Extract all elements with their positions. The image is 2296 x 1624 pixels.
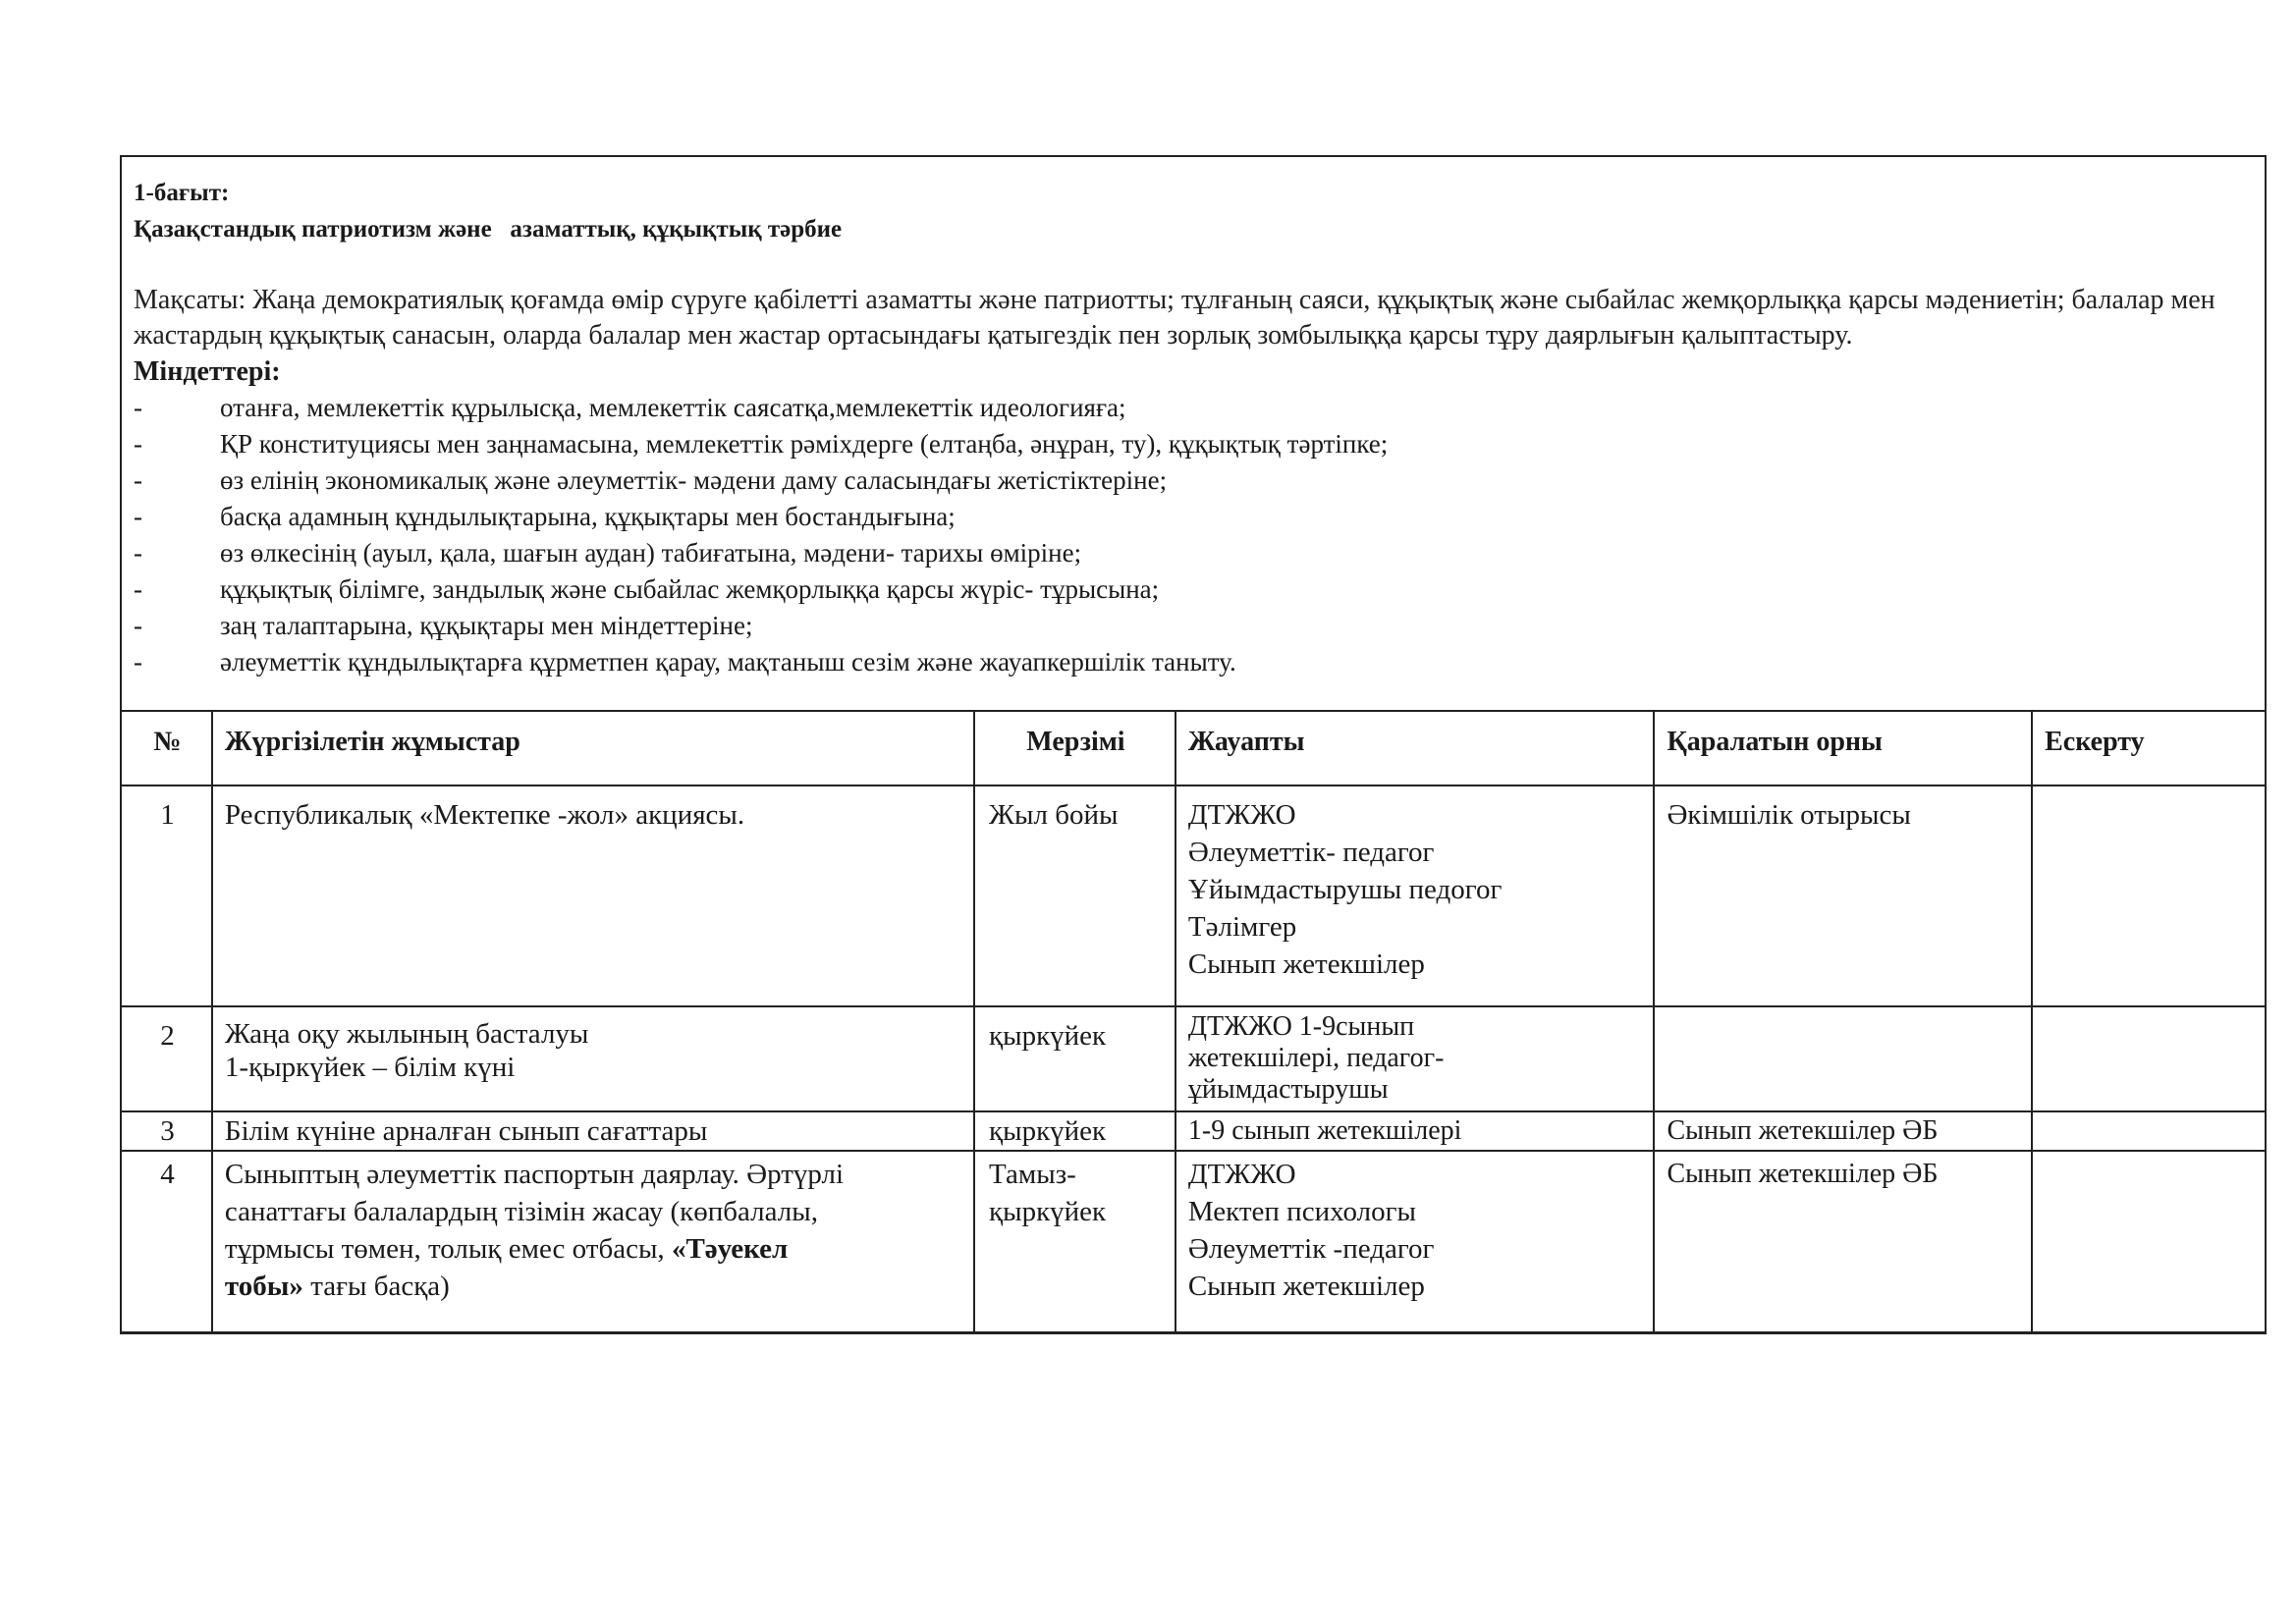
task-text: құқықтық білімге, зандылық және сыбайлас жемқорлыққа қарсы жүріс- тұрысына; — [220, 574, 1160, 604]
row-note — [2032, 785, 2266, 1006]
table-row — [121, 1111, 2266, 1151]
row-deadline — [974, 785, 1175, 1006]
row-deadline — [974, 1151, 1175, 1333]
row-number: 4 — [121, 1151, 212, 1333]
responsible-line: Сынып жетекшілер — [1187, 948, 1425, 980]
responsible-line: Тәлімгер — [1187, 911, 1297, 943]
responsible-line: жетекшілері, педагог- — [1187, 1043, 1445, 1073]
header-note: Ескерту — [2032, 711, 2266, 785]
work-text: тағы басқа) — [302, 1271, 450, 1302]
responsible-line: ДТЖЖО — [1187, 1159, 1296, 1190]
row-deadline — [974, 1006, 1175, 1111]
responsible-line: Әлеуметтік- педагог — [1187, 837, 1435, 868]
dash-bullet: - — [134, 611, 142, 640]
plan-table — [120, 710, 2267, 1334]
row-note — [2032, 1111, 2266, 1151]
row-number: 3 — [121, 1111, 212, 1151]
tasks-list — [134, 390, 2251, 680]
deadline-line: қыркүйек — [989, 1115, 1107, 1147]
work-text-bold: тобы» — [224, 1271, 303, 1302]
dash-bullet: - — [134, 393, 142, 422]
responsible-line: Сынып жетекшілер — [1187, 1271, 1425, 1302]
responsible-line: Ұйымдастырушы педогог — [1187, 874, 1503, 905]
task-item — [134, 499, 2251, 535]
row-note — [2032, 1006, 2266, 1111]
row-number: 2 — [121, 1006, 212, 1111]
row-responsible — [1175, 1111, 1655, 1151]
task-item — [134, 535, 2251, 571]
deadline-line: Тамыз- — [989, 1159, 1076, 1190]
header-number: № — [121, 711, 212, 785]
row-deadline — [974, 1111, 1175, 1151]
header-work: Жүргізілетін жұмыстар — [212, 711, 974, 785]
direction-section — [134, 175, 2251, 680]
task-text: әлеуметтік құндылықтарға құрметпен қарау, мақтаныш сезім және жауапкершілік таныту. — [220, 647, 1236, 677]
table-row — [121, 1151, 2266, 1333]
work-text-bold: «Тәуекел — [671, 1233, 789, 1265]
tasks-title: Міндеттері: — [134, 356, 281, 387]
row-work — [212, 1111, 974, 1151]
responsible-line: ДТЖЖО — [1187, 799, 1296, 831]
dash-bullet: - — [134, 647, 142, 677]
row-work — [212, 1151, 974, 1333]
task-item — [134, 390, 2251, 426]
task-text: өз өлкесінің (ауыл, қала, шағын аудан) табиғатына, мәдени- тарихы өміріне; — [220, 538, 1082, 568]
task-item — [134, 571, 2251, 608]
deadline-line: қыркүйек — [989, 1020, 1107, 1052]
row-note — [2032, 1151, 2266, 1333]
dash-bullet: - — [134, 465, 142, 495]
dash-bullet: - — [134, 502, 142, 531]
row-work — [212, 785, 974, 1006]
work-text: тұрмысы төмен, толық емес отбасы, — [224, 1233, 672, 1265]
dash-bullet: - — [134, 574, 142, 604]
direction-label: 1-бағыт: — [134, 180, 230, 206]
work-line: 1-қыркүйек – білім күні — [224, 1052, 516, 1083]
work-line — [225, 1230, 963, 1268]
task-text: отанға, мемлекеттік құрылысқа, мемлекеттік саясатқа,мемлекеттік идеологияға; — [220, 393, 1126, 422]
work-line: Білім күніне арналған сынып сағаттары — [224, 1115, 708, 1147]
row-place — [1654, 1006, 2032, 1111]
responsible-line: ДТЖЖО 1-9сынып — [1187, 1011, 1415, 1042]
header-place: Қаралатын орны — [1654, 711, 2032, 785]
work-line: Сыныптың әлеуметтік паспортын даярлау. Әртүрлі — [224, 1159, 845, 1190]
task-item — [134, 462, 2251, 499]
task-text: заң талаптарына, құқықтары мен міндеттеріне; — [220, 611, 753, 640]
dash-bullet: - — [134, 538, 142, 568]
direction-title: Қазақстандық патриотизм және азаматтық, құқықтық тәрбие — [134, 216, 843, 243]
table-row — [121, 785, 2266, 1006]
task-item — [134, 426, 2251, 462]
dash-bullet: - — [134, 429, 142, 459]
responsible-line: Мектеп психологы — [1187, 1196, 1416, 1227]
header-deadline: Мерзімі — [974, 711, 1175, 785]
responsible-line: ұйымдастырушы — [1187, 1074, 1389, 1105]
responsible-line: Әлеуметтік -педагог — [1187, 1233, 1435, 1265]
row-place: Сынып жетекшілер ӘБ — [1654, 1111, 2032, 1151]
row-responsible — [1175, 1151, 1655, 1333]
row-responsible — [1175, 1006, 1655, 1111]
work-line — [225, 1268, 963, 1305]
row-work — [212, 1006, 974, 1111]
task-item — [134, 608, 2251, 644]
deadline-line: Жыл бойы — [989, 799, 1119, 831]
task-text: ҚР конституциясы мен заңнамасына, мемлекеттік рәміхдерге (елтаңба, әнұран, ту), құқықтық тәртіпке; — [220, 429, 1389, 459]
document-frame — [120, 155, 2267, 1333]
work-line: санаттағы балалардың тізімін жасау (көпбалалы, — [224, 1196, 818, 1227]
header-responsible: Жауапты — [1175, 711, 1655, 785]
row-place: Сынып жетекшілер ӘБ — [1654, 1151, 2032, 1333]
task-text: өз елінің экономикалық және әлеуметтік- мәдени даму саласындағы жетістіктеріне; — [220, 465, 1168, 495]
deadline-line: қыркүйек — [989, 1196, 1107, 1227]
row-number: 1 — [121, 785, 212, 1006]
task-item — [134, 644, 2251, 680]
table-row — [121, 1006, 2266, 1111]
row-responsible — [1175, 785, 1655, 1006]
row-place: Әкімшілік отырысы — [1654, 785, 2032, 1006]
task-text: басқа адамның құндылықтарына, құқықтары мен бостандығына; — [220, 502, 956, 531]
work-line: Республикалық «Мектепке -жол» акциясы. — [224, 799, 745, 831]
work-line: Жаңа оқу жылының басталуы — [224, 1018, 589, 1050]
goal-text: Мақсаты: Жаңа демократиялық қоғамда өмір сүруге қабілетті азаматты және патриотты; тұлғаның саяси, құқықтық және сыбайлас жемқорлыққа қарсы мәдениетін; балалар мен жастардың құқықтық санасын, оларда балалар мен жастар ортасындағы қатыгездік пен зорлық зомбылыққа қарсы тұру даярлығын қалыптастыру. — [134, 285, 2215, 351]
responsible-line: 1-9 сынып жетекшілері — [1187, 1115, 1462, 1146]
table-header-row — [121, 711, 2266, 785]
